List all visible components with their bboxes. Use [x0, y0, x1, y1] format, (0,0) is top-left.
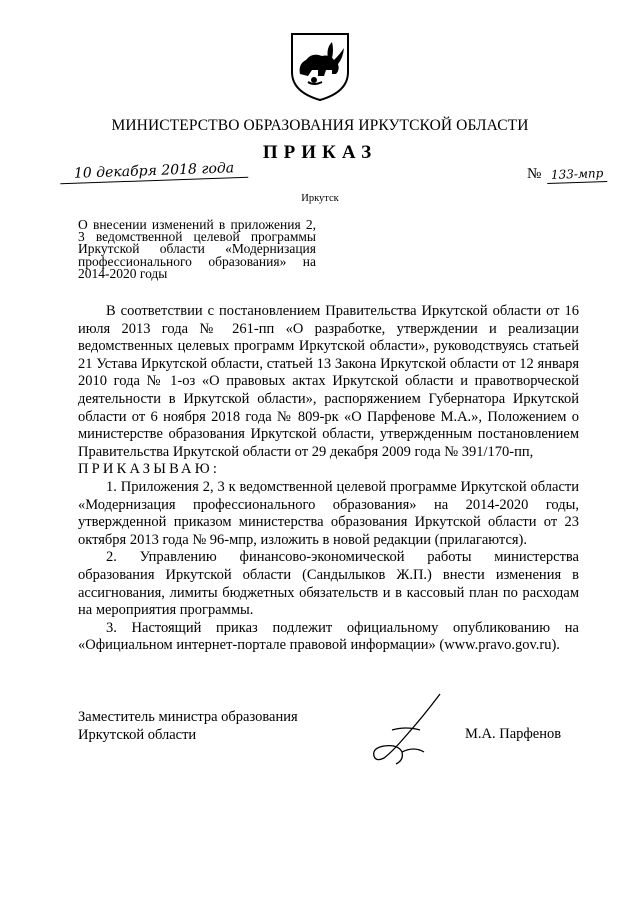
preamble-paragraph: В соответствии с постановлением Правительства Иркутской области от 16 июля 2013 года № 261-пп «О разработке, утверждении и реализации ведомственных целевых программ Иркутской области», руководствуясь статьей 21 Устава Иркутской области, статьей 13 Закона Иркутской области от 12 января 2010 года № 1-оз «О правовых актах Иркутской области и правотворческой деятельности в Иркутской области», распоряжением Губернатора Иркутской области от 6 ноября 2018 года № 809-рк «О Парфенове М.А.», Положением о министерстве образования Иркутской области, утвержденным постановлением Правительства Иркутской области от 29 декабря 2009 года № 391/170-пп,	[78, 303, 579, 460]
order-item-2: 2. Управлению финансово-экономической работы министерства образования Иркутской области (Сандылыков Ж.П.) внести изменения в ассигнования, лимиты бюджетных обязательств и в кассовый план по расходам на мероприятия программы.	[78, 549, 579, 619]
irkutsk-coat-of-arms-icon	[288, 30, 352, 102]
order-item-3: 3. Настоящий приказ подлежит официальному опубликованию на «Официальном интернет-портале правовой информации» (www.pravo.gov.ru).	[78, 619, 579, 654]
handwritten-signature-icon	[362, 690, 462, 770]
order-number	[527, 166, 607, 183]
order-subject: О внесении изменений в приложения 2, 3 ведомственной целевой программы Иркутской области «Модернизация профессионального образования» на 2014-2020 годы	[78, 217, 316, 281]
position-line-1: Заместитель министра образования	[78, 709, 298, 725]
document-type-title: ПРИКАЗ	[262, 142, 378, 163]
city-name: Иркутск	[301, 193, 339, 204]
number-sign: №	[527, 166, 542, 182]
ministry-name: МИНИСТЕРСТВО ОБРАЗОВАНИЯ ИРКУТСКОЙ ОБЛАСТИ	[111, 117, 529, 134]
order-body	[78, 303, 579, 655]
order-item-1: 1. Приложения 2, 3 к ведомственной целевой программе Иркутской области «Модернизация профессионального образования» на 2014-2020 годы, утвержденной приказом министерства образования Иркутской области от 23 октября 2013 года № 96-мпр, изложить в новой редакции (прилагаются).	[78, 478, 579, 548]
signatory-position	[78, 708, 298, 744]
handwritten-date: 10 декабря 2018 года	[60, 160, 249, 185]
signatory-name: М.А. Парфенов	[465, 726, 562, 742]
position-line-2: Иркутской области	[78, 727, 197, 743]
order-keyword: ПРИКАЗЫВАЮ:	[78, 461, 221, 478]
handwritten-number: 133-мпр	[547, 166, 608, 184]
